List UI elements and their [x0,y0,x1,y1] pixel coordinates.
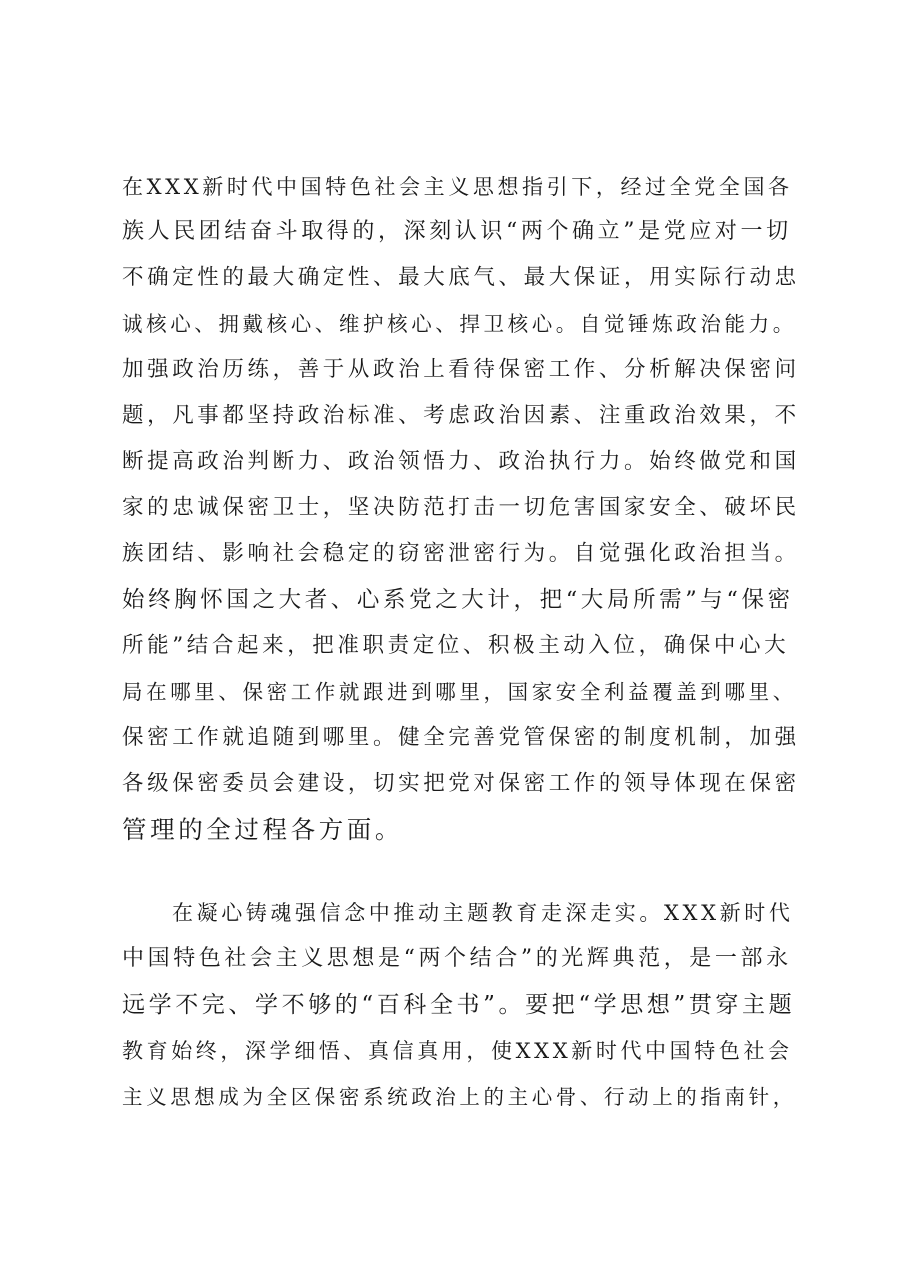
text-line: 中国特色社会主义思想是“两个结合”的光辉典范，是一部永 [122,946,792,971]
text-line: 主义思想成为全区保密系统政治上的主心骨、行动上的指南针， [122,1085,797,1109]
text-line: 家的忠诚保密卫士，坚决防范打击一切危害国家安全、破坏民 [122,495,800,520]
text-line: 族团结、影响社会稳定的窃密泄密行为。自觉强化政治担当。 [122,541,800,566]
text-line: 局在哪里、保密工作就跟进到哪里，国家安全利益覆盖到哪里、 [122,680,797,704]
text-line: 保密工作就追随到哪里。健全完善党管保密的制度机制，加强 [122,725,800,750]
text-line: 始终胸怀国之大者、心系党之大计，把“大局所需”与“保密 [122,587,794,613]
text-line: 所能”结合起来，把准职责定位、积极主动入位，确保中心大 [122,633,790,658]
text-line: 在凝心铸魂强信念中推动主题教育走深走实。XXX新时代 [172,901,794,925]
text-line: 加强政治历练，善于从政治上看待保密工作、分析解决保密问 [122,357,800,382]
text-line: 在XXX新时代中国特色社会主义思想指引下，经过全党全国各 [122,175,793,199]
text-line: 教育始终，深学细悟、真信真用，使XXX新时代中国特色社会 [122,1039,793,1063]
text-line: 管理的全过程各方面。 [122,815,403,844]
text-line: 不确定性的最大确定性、最大底气、最大保证，用实际行动忠 [122,265,800,290]
text-line: 各级保密委员会建设，切实把党对保密工作的领导体现在保密 [122,771,800,796]
text-line: 断提高政治判断力、政治领悟力、政治执行力。始终做党和国 [122,449,800,474]
text-line: 族人民团结奋斗取得的，深刻认识“两个确立”是党应对一切 [122,219,792,244]
text-line: 诚核心、拥戴核心、维护核心、捍卫核心。自觉锤炼政治能力。 [122,312,797,336]
text-line: 远学不完、学不够的“百科全书”。要把“学思想”贯穿主题 [122,992,796,1018]
text-line: 题，凡事都坚持政治标准、考虑政治因素、注重政治效果，不 [122,403,800,428]
